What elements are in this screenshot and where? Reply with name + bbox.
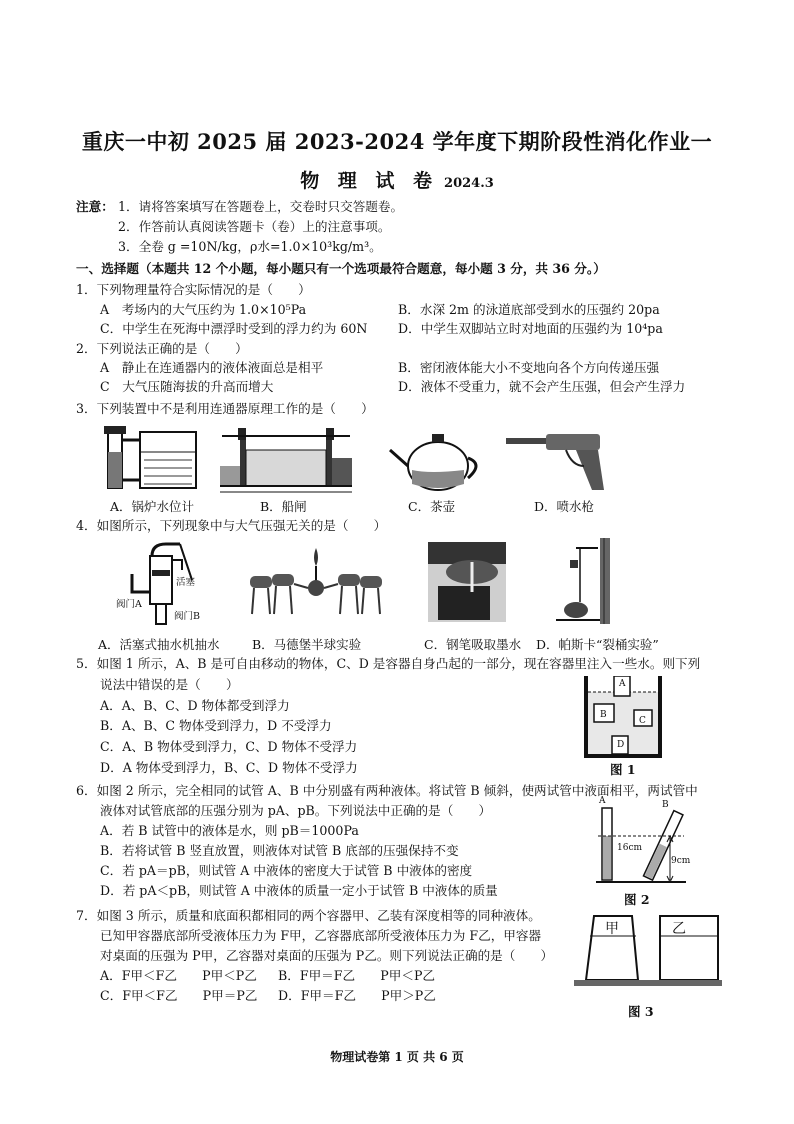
q7-fig-caption: 图 3	[628, 1004, 654, 1019]
q4-label-valve-a: 阀门A	[116, 599, 142, 610]
q6-option-d: D．若 pA＜pB，则试管 A 中液体的质量一定小于试管 B 中液体的质量	[100, 883, 498, 898]
q6-option-b: B．若将试管 B 竖直放置，则液体对试管 B 底部的压强保持不变	[100, 843, 459, 858]
q4-caption-d: D．帕斯卡“裂桶实验”	[536, 637, 659, 652]
q5-stem-line1: 5．如图 1 所示，A、B 是可自由移动的物体，C、D 是容器自身凸起的一部分，现在容器里注入一些水。则下列	[76, 656, 701, 671]
q7-option-b: B．F甲＝F乙 P甲＜P乙	[278, 968, 436, 983]
q7-option-c: C．F甲＜F乙 P甲＝P乙	[100, 988, 258, 1003]
q6-stem-line1: 6．如图 2 所示，完全相同的试管 A、B 中分别盛有两种液体。将试管 B 倾斜，使两试管中液面相平，两试管中	[76, 783, 698, 798]
q5-label-c: C	[639, 716, 646, 726]
q3-fig-boiler-gauge	[100, 422, 200, 494]
q2-option-c: C 大气压随海拔的升高而增大	[100, 379, 274, 394]
q6-label-depth: 9cm	[671, 856, 691, 866]
note-1: 1．请将答案填写在答题卷上，交卷时只交答题卷。	[118, 199, 404, 214]
q5-option-d: D．A 物体受到浮力，B、C、D 物体不受浮力	[100, 760, 358, 775]
q5-option-a: A．A、B、C、D 物体都受到浮力	[100, 698, 290, 713]
q5-label-a: A	[619, 679, 626, 689]
subject-title: 物 理 试 卷	[300, 170, 439, 192]
q2-option-d: D．液体不受重力，就不会产生压强，但会产生浮力	[398, 379, 686, 394]
q5-option-c: C．A、B 物体受到浮力，C、D 物体不受浮力	[100, 739, 358, 754]
page-footer: 物理试卷第 1 页 共 6 页	[330, 1050, 464, 1064]
q1-option-d: D．中学生双脚站立时对地面的压强约为 10⁴pa	[398, 321, 663, 336]
q7-option-a: A．F甲＜F乙 P甲＜P乙	[100, 968, 257, 983]
q1-option-b: B．水深 2m 的泳道底部受到水的压强约 20pa	[398, 302, 660, 317]
q4-caption-b: B．马德堡半球实验	[252, 637, 362, 652]
q5-stem-line2: 说法中错误的是（ ）	[100, 677, 239, 692]
exam-title: 重庆一中初 2025 届 2023-2024 学年度下期阶段性消化作业一	[81, 129, 713, 154]
q3-caption-d: D．喷水枪	[534, 499, 595, 514]
q4-fig-pascal-barrel	[556, 538, 618, 624]
q5-fig-caption: 图 1	[610, 762, 636, 777]
q7-label-jia: 甲	[605, 921, 619, 937]
q5-label-d: D	[617, 740, 625, 750]
section-1-heading: 一、选择题（本题共 12 个小题，每小题只有一个选项最符合题意，每小题 3 分，共 36 分。）	[76, 261, 606, 276]
q6-fig-caption: 图 2	[624, 892, 650, 907]
q3-stem: 3．下列装置中不是利用连通器原理工作的是（ ）	[76, 401, 374, 416]
q3-fig-spray-gun	[502, 426, 612, 494]
q6-label-tube-a: A	[599, 796, 606, 806]
q3-fig-ship-lock	[216, 422, 356, 494]
notes-label: 注意：	[76, 199, 114, 214]
note-3: 3．全卷 g =10N/kg，ρ水=1.0×10³kg/m³。	[118, 239, 382, 254]
q1-option-a: A 考场内的大气压约为 1.0×10⁵Pa	[100, 302, 307, 317]
q3-caption-c: C．茶壶	[408, 499, 456, 514]
q3-caption-a: A．锅炉水位计	[110, 499, 195, 514]
q6-option-a: A．若 B 试管中的液体是水，则 pB＝1000Pa	[100, 823, 359, 838]
q5-option-b: B．A、B、C 物体受到浮力，D 不受浮力	[100, 718, 332, 733]
q7-stem-line3: 对桌面的压强为 P甲，乙容器对桌面的压强为 P乙。则下列说法正确的是（ ）	[100, 948, 554, 963]
q7-fig-containers	[574, 914, 722, 988]
q4-fig-fountain-pen	[428, 542, 506, 622]
q1-stem: 1．下列物理量符合实际情况的是（ ）	[76, 282, 311, 297]
exam-date: 2024.3	[444, 176, 494, 191]
note-2: 2．作答前认真阅读答题卡（卷）上的注意事项。	[118, 219, 391, 234]
q4-label-piston: 活塞	[176, 577, 196, 588]
q3-caption-b: B．船闸	[260, 499, 307, 514]
q6-label-tube-b: B	[662, 800, 669, 810]
exam-subtitle	[0, 166, 794, 193]
q5-label-b: B	[600, 710, 607, 720]
q4-caption-a: A．活塞式抽水机抽水	[98, 637, 220, 652]
q1-option-c: C．中学生在死海中漂浮时受到的浮力约为 60N	[100, 321, 368, 336]
q7-stem-line2: 已知甲容器底部所受液体压力为 F甲，乙容器底部所受液体压力为 F乙，甲容器	[100, 928, 542, 943]
q4-caption-c: C．钢笔吸取墨水	[424, 637, 522, 652]
q3-fig-teapot	[386, 426, 486, 494]
q7-stem-line1: 7．如图 3 所示，质量和底面积都相同的两个容器甲、乙装有深度相等的同种液体。	[76, 908, 541, 923]
q4-stem: 4．如图所示，下列现象中与大气压强无关的是（ ）	[76, 518, 387, 533]
q2-option-a: A 静止在连通器内的液体液面总是相平	[100, 360, 324, 375]
q7-label-yi: 乙	[672, 921, 686, 937]
q6-label-length: 16cm	[617, 843, 643, 853]
q7-option-d: D．F甲＝F乙 P甲＞P乙	[278, 988, 436, 1003]
q2-option-b: B．密闭液体能大小不变地向各个方向传递压强	[398, 360, 660, 375]
q6-option-c: C．若 pA＝pB，则试管 A 中液体的密度大于试管 B 中液体的密度	[100, 863, 473, 878]
q4-label-valve-b: 阀门B	[174, 611, 200, 622]
q6-stem-line2: 液体对试管底部的压强分别为 pA、pB。下列说法中正确的是（ ）	[100, 803, 492, 818]
q4-fig-magdeburg	[242, 544, 390, 624]
q2-stem: 2．下列说法正确的是（ ）	[76, 341, 248, 356]
